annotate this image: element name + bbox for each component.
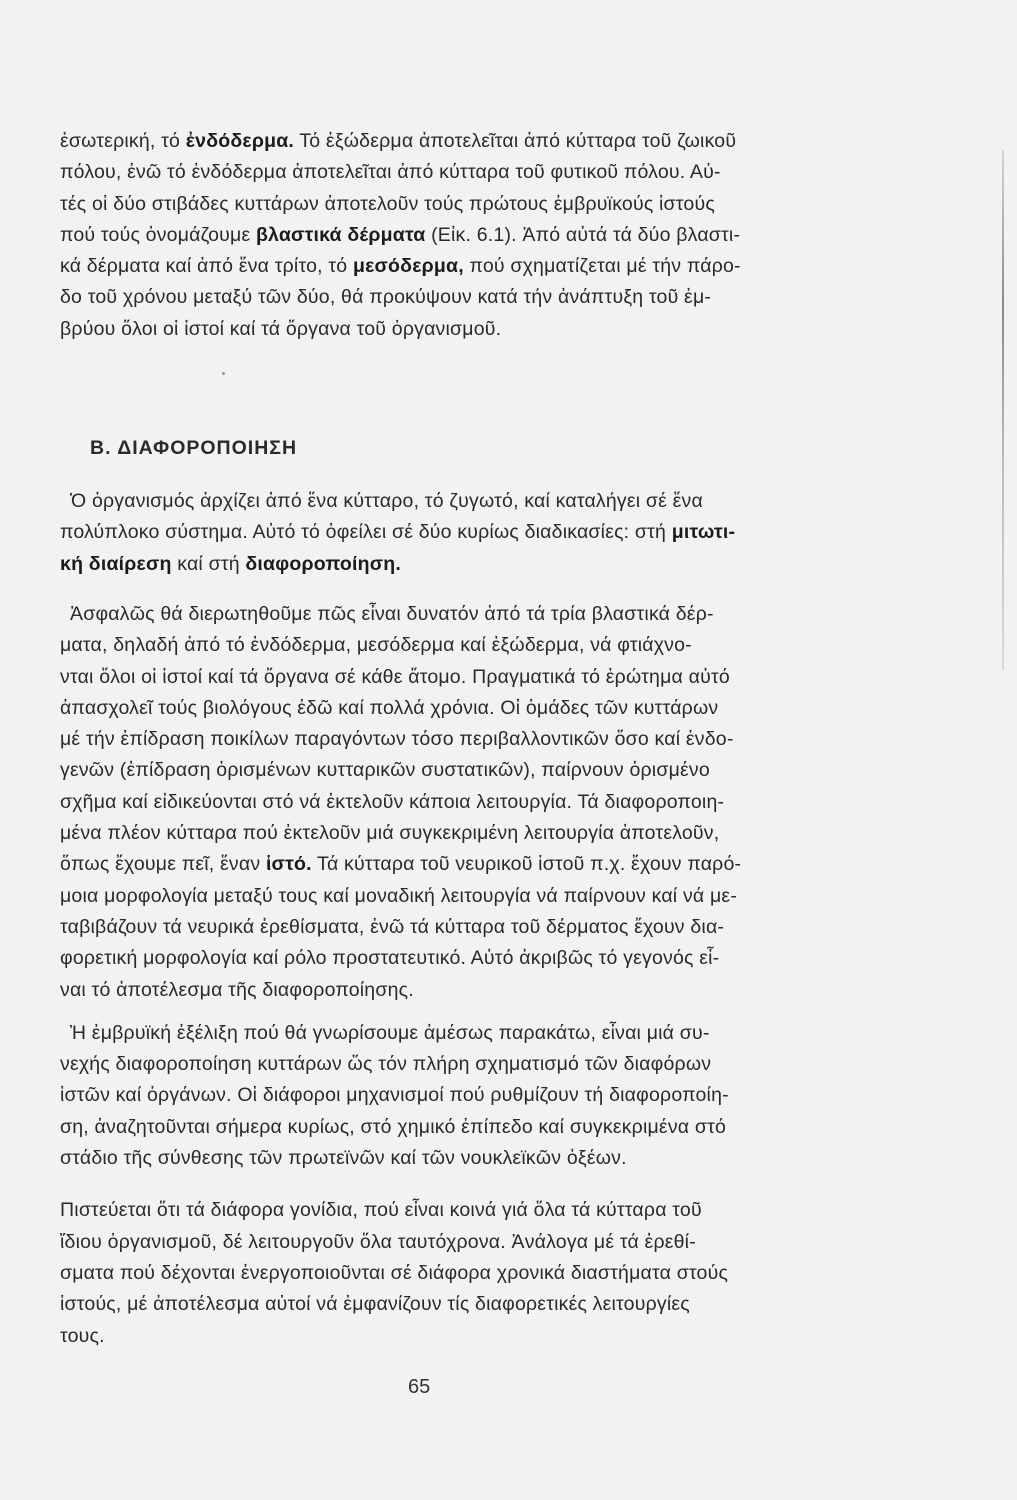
- text-line: Ἡ ἐμβρυϊκή ἐξέλιξη πού θά γνωρίσουμε ἀμέσως παρακάτω, εἶναι μιά συ-: [70, 1021, 710, 1044]
- paragraph-embryonic-development: [60, 1018, 830, 1174]
- text-line: ματα, δηλαδή ἀπό τό ἐνδόδερμα, μεσόδερμα καί ἐξώδερμα, νά φτιάχνο-: [60, 634, 692, 657]
- term-endoderm: ἐνδόδερμα.: [185, 130, 295, 152]
- text-line: ἐσωτερική, τό ἐνδόδερμα. Τό ἐξώδερμα ἀποτελεῖται ἀπό κύτταρα τοῦ ζωικοῦ: [60, 130, 737, 152]
- text-line: πού τούς ὀνομάζουμε βλαστικά δέρματα (Εἰκ. 6.1). Ἀπό αὐτά τά δύο βλαστι-: [60, 223, 741, 246]
- text-line: τές οἱ δύο στιβάδες κυττάρων ἀποτελοῦν τούς πρώτους ἐμβρυϊκούς ἱστούς: [60, 192, 715, 215]
- text-line: γενῶν (ἐπίδραση ὁρισμένων κυτταρικῶν συστατικῶν), παίρνουν ὁρισμένο: [60, 759, 710, 782]
- text-line: βρύου ὅλοι οἱ ἱστοί καί τά ὄργανα τοῦ ὀργανισμοῦ.: [60, 317, 502, 340]
- text-line: σχῆμα καί εἰδικεύονται στό νά ἐκτελοῦν κάποια λειτουργία. Τά διαφοροποιη-: [60, 790, 725, 813]
- text-line: μέ τήν ἐπίδραση ποικίλων παραγόντων τόσο περιβαλλοντικῶν ὅσο καί ἐνδο-: [60, 728, 734, 751]
- page-number: 65: [408, 1376, 431, 1398]
- scan-edge-shadow: [1002, 150, 1004, 670]
- term-mesoderm: μεσόδερμα,: [352, 255, 464, 278]
- text-line: ἴδιου ὀργανισμοῦ, δέ λειτουργοῦν ὅλα ταυτόχρονα. Ἀνάλογα μέ τά ἐρεθί-: [60, 1230, 696, 1253]
- text-line: κά δέρματα καί ἀπό ἕνα τρίτο, τό μεσόδερμα, πού σχηματίζεται μέ τήν πάρο-: [60, 255, 741, 278]
- text-line: τους.: [60, 1324, 105, 1347]
- text-line: σματα πού δέχονται ἐνεργοποιοῦνται σέ διάφορα χρονικά διαστήματα στούς: [60, 1261, 729, 1284]
- text-line: ἱστούς, μέ ἀποτέλεσμα αὐτοί νά ἐμφανίζουν τίς διαφορετικές λειτουργίες: [60, 1293, 690, 1316]
- term-tissue: ἱστό.: [265, 853, 312, 876]
- term-mitotic: μιτωτι-: [671, 521, 736, 544]
- paragraph-germ-layers: [60, 126, 830, 345]
- text-line: ἀπασχολεῖ τούς βιολόγους ἐδῶ καί πολλά χρόνια. Οἱ ὁμάδες τῶν κυττάρων: [60, 696, 719, 719]
- text-line: νεχής διαφοροποίηση κυττάρων ὥς τόν πλήρη σχηματισμό τῶν διαφόρων: [60, 1053, 712, 1076]
- section-heading: Β. ΔΙΑΦΟΡΟΠΟΙΗΣΗ: [90, 437, 298, 460]
- text-line: δο τοῦ χρόνου μεταξύ τῶν δύο, θά προκύψουν κατά τήν ἀνάπτυξη τοῦ ἐμ-: [60, 286, 712, 309]
- text-line: μοια μορφολογία μεταξύ τους καί μοναδική λειτουργία νά παίρνουν καί νά με-: [60, 884, 738, 907]
- text-line: ὅπως ἔχουμε πεῖ, ἕναν ἱστό. Τά κύτταρα τοῦ νευρικοῦ ἱστοῦ π.χ. ἔχουν παρό-: [60, 853, 742, 876]
- text-line: φορετική μορφολογία καί ρόλο προστατευτικό. Αὐτό ἀκριβῶς τό γεγονός εἶ-: [60, 947, 720, 970]
- text-line: Ὁ ὀργανισμός ἀρχίζει ἀπό ἕνα κύτταρο, τό ζυγωτό, καί καταλήγει σέ ἕνα: [70, 490, 703, 513]
- paragraph-genes: [60, 1195, 830, 1351]
- paragraph-organism-origin: [60, 486, 830, 580]
- text-line: στάδιο τῆς σύνθεσης τῶν πρωτεϊνῶν καί τῶν νουκλεϊκῶν ὀξέων.: [60, 1147, 627, 1170]
- text-line: Πιστεύεται ὅτι τά διάφορα γονίδια, πού εἶναι κοινά γιά ὅλα τά κύτταρα τοῦ: [60, 1199, 702, 1222]
- text-line: ση, ἀναζητοῦνται σήμερα κυρίως, στό χημικό ἐπίπεδο καί συγκεκριμένα στό: [60, 1115, 727, 1138]
- term-division: κή διαίρεση: [60, 552, 172, 575]
- text-line: πολύπλοκο σύστημα. Αὐτό τό ὀφείλει σέ δύο κυρίως διαδικασίες: στή μιτωτι-: [60, 521, 736, 544]
- text-line: νται ὅλοι οἱ ἱστοί καί τά ὄργανα σέ κάθε ἄτομο. Πραγματικά τό ἐρώτημα αὐτό: [60, 665, 730, 688]
- text-line: ταβιβάζουν τά νευρικά ἐρεθίσματα, ἐνῶ τά κύτταρα τοῦ δέρματος ἔχουν δια-: [60, 915, 725, 938]
- text-line: κή διαίρεση καί στή διαφοροποίηση.: [60, 552, 402, 575]
- page-body: [60, 126, 830, 1352]
- text-line: ἱστῶν καί ὀργάνων. Οἱ διάφοροι μηχανισμοί πού ρυθμίζουν τή διαφοροποίη-: [60, 1084, 729, 1107]
- term-differentiation: διαφοροποίηση.: [245, 552, 402, 575]
- text-line: πόλου, ἐνῶ τό ἐνδόδερμα ἀποτελεῖται ἀπό κύτταρα τοῦ φυτικοῦ πόλου. Αὐ-: [60, 161, 721, 184]
- term-germ-layers: βλαστικά δέρματα: [255, 223, 426, 246]
- text-line: ναι τό ἀποτέλεσμα τῆς διαφοροποίησης.: [60, 978, 414, 1001]
- text-line: Ἀσφαλῶς θά διερωτηθοῦμε πῶς εἶναι δυνατόν ἀπό τά τρία βλαστικά δέρ-: [70, 602, 714, 625]
- paragraph-differentiation: [60, 599, 830, 1006]
- text-line: μένα πλέον κύτταρα πού ἐκτελοῦν μιά συγκεκριμένη λειτουργία ἀποτελοῦν,: [60, 822, 720, 845]
